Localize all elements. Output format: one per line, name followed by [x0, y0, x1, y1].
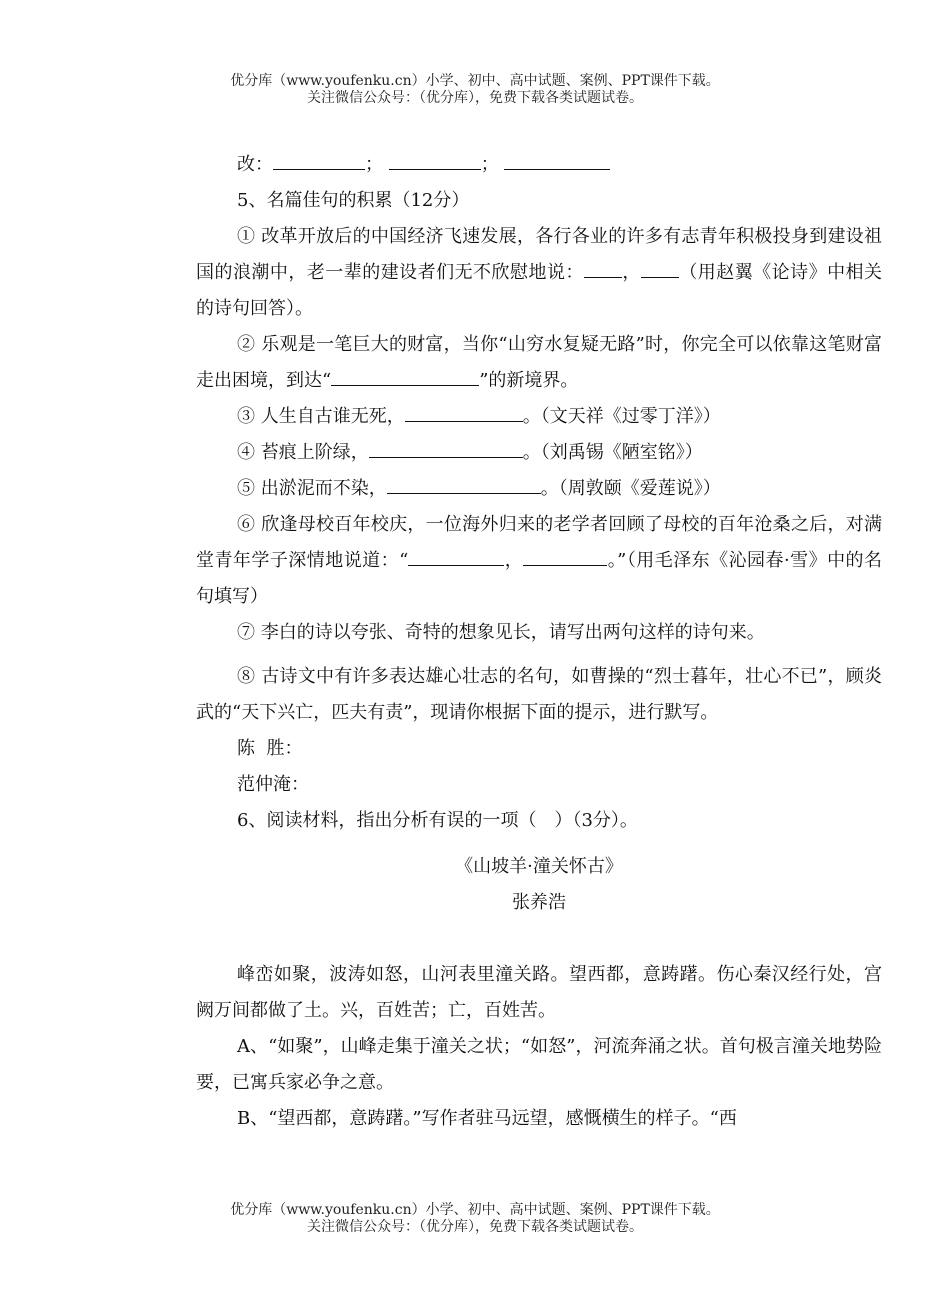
poem-author: 张养浩: [512, 892, 566, 913]
separator: ；: [365, 154, 383, 175]
page-footer: [0, 1202, 950, 1236]
q5-3-source: 。（文天祥《过零丁洋》）: [522, 406, 721, 427]
q5-3-text: ③ 人生自古谁无死，: [237, 406, 405, 427]
q5-1-text: ① 改革开放后的中国经济飞速发展，各行各业的许多有志青年积极投身到建设祖国的浪潮中，老一辈的建设者们无不欣慰地说：: [196, 226, 882, 283]
question-5-6: [196, 507, 882, 615]
question-5-title: 5、名篇佳句的积累（12分）: [237, 190, 470, 211]
q5-4-source: 。（刘禹锡《陋室铭》）: [522, 442, 703, 463]
option-a: A、“如聚”，山峰走集于潼关之状；“如怒”，河流奔涌之状。首句极言潼关地势险要，已寓兵家必争之意。: [196, 1036, 882, 1093]
option-b: B、“望西都，意踌躇。”写作者驻马远望，感慨横生的样子。“西: [237, 1108, 737, 1129]
q5-5-source: 。（周敦颐《爱莲说》）: [540, 478, 721, 499]
q5-1-comma: ，: [621, 262, 641, 283]
fan-zhongyan-label: 范仲淹：: [237, 774, 309, 795]
question-5-7: ⑦ 李白的诗以夸张、奇特的想象见长，请写出两句这样的诗句来。: [237, 622, 765, 643]
q5-6-comma: ，: [504, 550, 524, 571]
spacer: [196, 921, 882, 957]
footer-line-2: 关注微信公众号：（优分库），免费下载各类试题试卷。: [307, 1219, 643, 1235]
correction-label: 改：: [237, 154, 273, 175]
question-5-3: [196, 399, 882, 435]
footer-line-1: 优分库（www.youfenku.cn）小学、初中、高中试题、案例、PPT课件下载。: [230, 1202, 720, 1218]
page-header: [0, 73, 950, 107]
q5-6-text: ⑥ 欣逢母校百年校庆，一位海外归来的老学者回顾了母校的百年沧桑之后，对满堂青年学子深情地说道：“: [196, 514, 882, 571]
q5-6-note: 。”（用毛泽东《沁园春·雪》中的名句填写）: [196, 550, 883, 607]
answer-blank: [584, 257, 622, 278]
poem-text: 峰峦如聚，波涛如怒，山河表里潼关路。望西都，意踌躇。伤心秦汉经行处，宫阙万间都做了土。兴，百姓苦；亡，百姓苦。: [196, 964, 882, 1021]
answer-blank: [504, 149, 610, 170]
header-line-2: 关注微信公众号：（优分库），免费下载各类试题试卷。: [307, 90, 643, 106]
question-5-5: [196, 471, 882, 507]
question-5-8: ⑧ 古诗文中有许多表达雄心壮志的名句，如曹操的“烈士暮年，壮心不已”，顾炎武的“天下兴亡，匹夫有责”，现请你根据下面的提示，进行默写。: [196, 666, 882, 723]
question-5-2: [196, 327, 882, 399]
answer-blank: [387, 473, 541, 494]
chen-sheng-label: 陈 胜：: [237, 738, 303, 759]
document-body: [196, 147, 882, 1137]
answer-blank: [369, 437, 523, 458]
header-line-1: 优分库（www.youfenku.cn）小学、初中、高中试题、案例、PPT课件下载。: [230, 73, 720, 89]
separator: ；: [480, 154, 499, 175]
q5-5-text: ⑤ 出淤泥而不染，: [237, 478, 387, 499]
answer-blank: [273, 149, 365, 170]
answer-blank: [408, 545, 504, 566]
question-5-4: [196, 435, 882, 471]
question-5-1: [196, 219, 882, 327]
q5-2-tail: ”的新境界。: [479, 370, 579, 391]
answer-blank: [331, 365, 479, 386]
answer-blank: [405, 401, 523, 422]
answer-blank: [389, 149, 481, 170]
answer-blank: [641, 257, 679, 278]
q5-1-note: （用赵翼《论诗》中相关的诗句回答）。: [196, 262, 883, 319]
correction-line: [196, 147, 882, 183]
q5-2-text: ② 乐观是一笔巨大的财富，当你“山穷水复疑无路”时，你完全可以依靠这笔财富走出困境，到达“: [196, 334, 882, 391]
q5-4-text: ④ 苔痕上阶绿，: [237, 442, 369, 463]
answer-blank: [523, 545, 607, 566]
question-6: 6、阅读材料，指出分析有误的一项（ ）（3分）。: [237, 810, 638, 831]
poem-title: 《山坡羊·潼关怀古》: [455, 856, 623, 877]
